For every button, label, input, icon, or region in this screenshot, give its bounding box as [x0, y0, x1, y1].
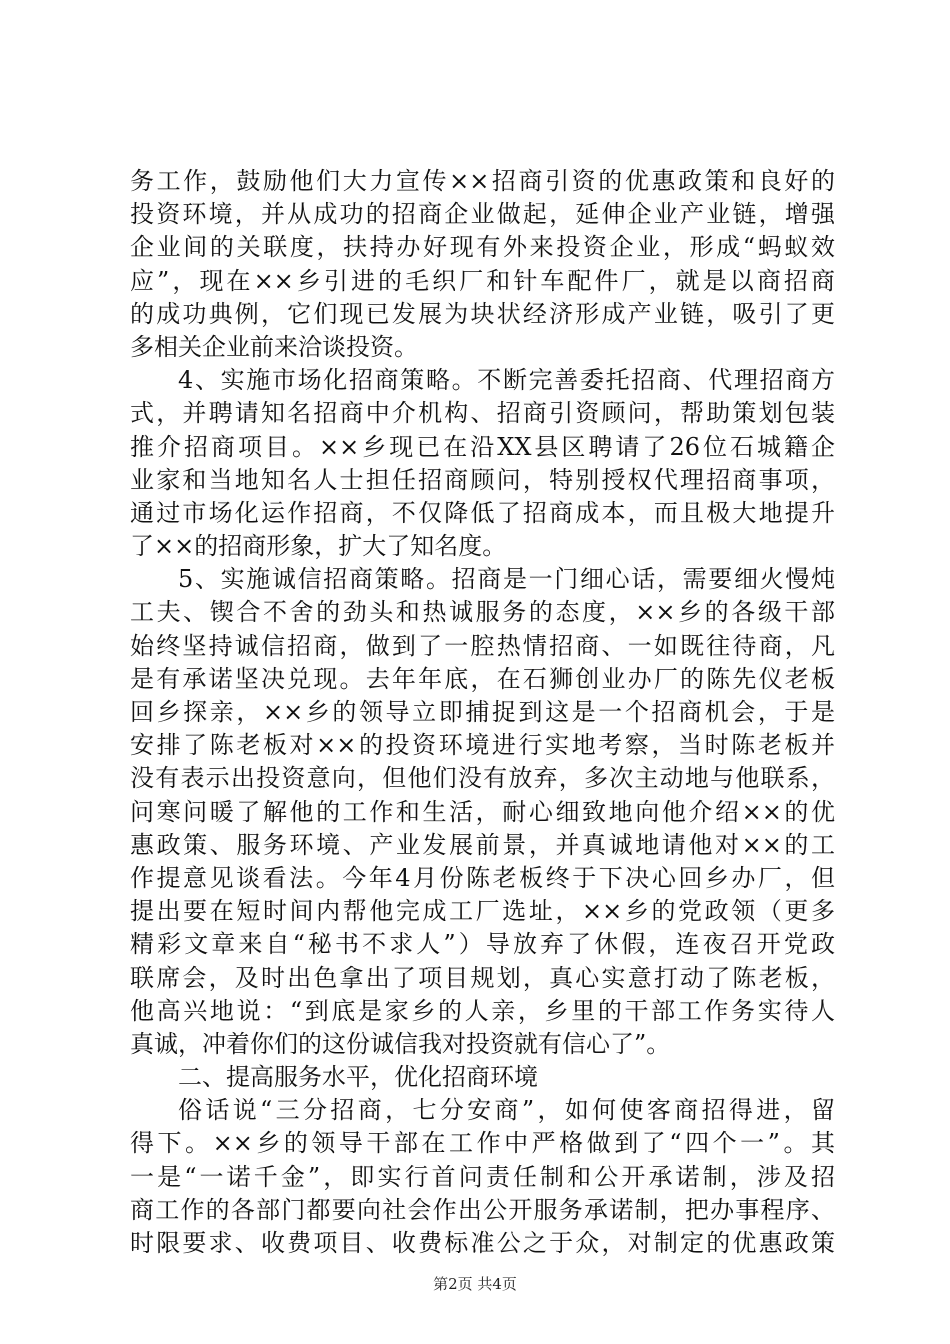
text-line: 的成功典例，它们现已发展为块状经济形成产业链，吸引了更 [130, 299, 835, 328]
document-body [130, 165, 835, 1260]
text-line: 回乡探亲，××乡的领导立即捕捉到这是一个招商机会，于是 [130, 698, 835, 726]
text-line: 务工作，鼓励他们大力宣传××招商引资的优惠政策和良好的 [130, 167, 835, 195]
text-line: 工夫、锲合不舍的劲头和热诚服务的态度，××乡的各级干部 [130, 598, 835, 627]
paragraph-start: 5、实施诚信招商策略。招商是一门细心话，需要细火慢炖 [178, 565, 835, 594]
text-line: 了××的招商形象，扩大了知名度。 [130, 532, 507, 561]
text-line: 提出要在短时间内帮他完成工厂选址，××乡的党政领（更多 [130, 897, 835, 926]
text-line: 时限要求、收费项目、收费标准公之于众，对制定的优惠政策 [130, 1229, 835, 1257]
text-line: 通过市场化运作招商，不仅降低了招商成本，而且极大地提升 [130, 498, 835, 527]
text-line: 他高兴地说：“到底是家乡的人亲，乡里的干部工作务实待人 [130, 996, 835, 1025]
text-line: 没有表示出投资意向，但他们没有放弃，多次主动地与他联系， [130, 764, 835, 793]
paragraph-start: 俗话说“三分招商，七分安商”，如何使客商招得进，留 [178, 1096, 835, 1125]
text-line: 是有承诺坚决兑现。去年年底，在石狮创业办厂的陈先仪老板 [130, 664, 835, 693]
text-line: 联席会，及时出色拿出了项目规划，真心实意打动了陈老板， [130, 963, 835, 992]
text-line: 业家和当地知名人士担任招商顾问，特别授权代理招商事项， [130, 465, 835, 494]
text-line: 推介招商项目。××乡现已在沿XX县区聘请了26位石城籍企 [130, 432, 835, 461]
text-line: 安排了陈老板对××的投资环境进行实地考察，当时陈老板并 [130, 731, 835, 760]
text-line: 惠政策、服务环境、产业发展前景，并真诚地请他对××的工 [130, 830, 835, 859]
text-line: 式，并聘请知名招商中介机构、招商引资顾问，帮助策划包装 [130, 399, 835, 428]
text-line: 商工作的各部门都要向社会作出公开服务承诺制，把办事程序、 [130, 1195, 835, 1224]
paragraph-start: 4、实施市场化招商策略。不断完善委托招商、代理招商方 [178, 366, 835, 395]
text-line: 应”，现在××乡引进的毛织厂和针车配件厂，就是以商招商 [130, 266, 835, 295]
section-heading: 二、提高服务水平，优化招商环境 [178, 1063, 538, 1092]
text-line: 一是“一诺千金”，即实行首问责任制和公开承诺制，涉及招 [130, 1162, 835, 1191]
page-number-footer: 第2页 共4页 [433, 1275, 517, 1293]
text-line: 真诚，冲着你们的这份诚信我对投资就有信心了”。 [130, 1029, 671, 1058]
text-line: 作提意见谈看法。今年4月份陈老板终于下决心回乡办厂，但 [130, 863, 835, 892]
text-line: 投资环境，并从成功的招商企业做起，延伸企业产业链，增强 [130, 200, 835, 229]
text-line: 问寒问暖了解他的工作和生活，耐心细致地向他介绍××的优 [130, 797, 835, 826]
text-line: 得下。××乡的领导干部在工作中严格做到了“四个一”。其 [130, 1129, 835, 1158]
text-line: 精彩文章来自“秘书不求人”）导放弃了休假，连夜召开党政 [130, 930, 835, 959]
text-line: 始终坚持诚信招商，做到了一腔热情招商、一如既往待商，凡 [130, 631, 835, 660]
text-line: 企业间的关联度，扶持办好现有外来投资企业，形成“蚂蚁效 [130, 233, 835, 262]
text-line: 多相关企业前来洽谈投资。 [130, 332, 418, 361]
